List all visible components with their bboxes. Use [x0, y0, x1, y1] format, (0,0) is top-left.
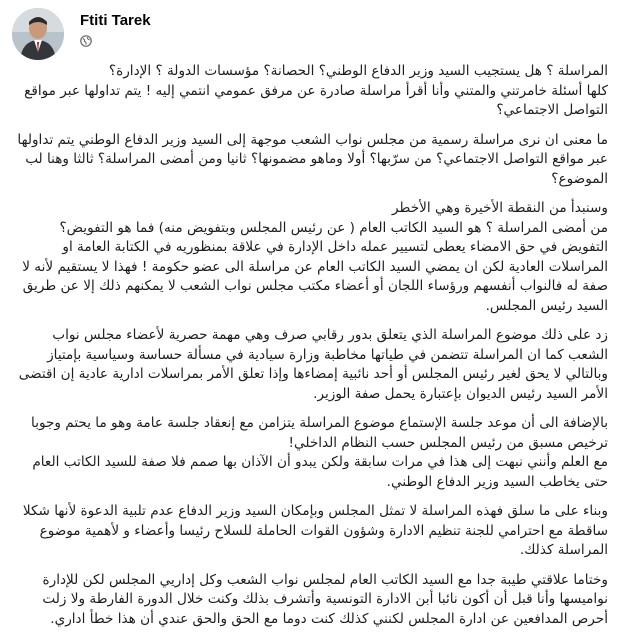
post-paragraph-3: وسنبدأ من النقطة الأخيرة وهي الأخطر من أمضى المراسلة ؟ هو السيد الكاتب العام ( عن رئيس المجلس وبتفويض منه) فما هو التفويض؟ التفويض في حق الامضاء يعطى لتسيير عمله داخل الإدارة في علاقة بمنظوريه في الكتابة العامة او المراسلات العادية لكن ان يمضي السيد الكاتب العام عن مراسلة الى عضو حكومة ! فهذا لا يستقيم لأنه لا صفة له فالنواب أنفسهم ورؤساء اللجان أو أعضاء مكتب مجلس نواب الشعب لا يمكنهم ذلك إلا عن طريق السيد رئيس المجلس. [22, 200, 608, 314]
post-paragraph-4: زد على ذلك موضوع المراسلة الذي يتعلق بدور رقابي صرف وهي مهمة حصرية لأعضاء مجلس نواب الشعب كما ان المراسلة تتضمن في طياتها مخاطبة وزارة سيادية في مسألة حساسة وسياسية بإمتياز وبالتالي لا يحق لغير رئيس المجلس أو أحد نائبية إمضاءها وإذا تعلق الأمر بمراسلات ادارية عادية إن اقتضى الأمر السيد رئيس الديوان بإعتبارة يحمل صفة الوزير. [18, 327, 608, 402]
author-avatar[interactable] [12, 8, 64, 60]
post-body [12, 62, 608, 639]
avatar-photo [12, 8, 64, 60]
post-paragraph-5: بالإضافة الى أن موعد جلسة الإستماع موضوع المراسلة يتزامن مع إنعقاد جلسة عامة وهو ما يحتم وجوبا ترخيص مسبق من رئيس المجلس حسب النظام الداخلي! مع العلم وأنني نبهت إلى هذا في مرات سابقة ولكن يبدو أن الآذان بها صمم فلا صفة للسيد الكاتب العام حتى يخاطب السيد وزير الدفاع الوطني. [31, 415, 608, 490]
post-paragraph-7: وختاما علاقتي طيبة جدا مع السيد الكاتب العام لمجلس نواب الشعب وكل إداريي المجلس لكن للإدارة نواميسها وأنا قبل أن أكون نائبا أبن الادارة التونسية وأتشرف بذلك وكنت خلال الدورة الفارطة ولا زلت أحرص المدافعين عن ادارة المجلس لكنني كذلك كنت دوما مع الحق والحق عندي أن هذا خطأ اداري. [42, 571, 608, 627]
post-paragraph-6: وبناء على ما سلق فهذه المراسلة لا تمثل المجلس وبإمكان السيد وزير الدفاع عدم تلبية الدعوة لأنها شكلا ساقطة مع احترامي للجنة تنظيم الادارة وشؤون القوات الحاملة للسلاح رئيسا وأعضاء و لأهمية موضوع المراسلة كذلك. [22, 503, 608, 558]
post-header [12, 8, 412, 58]
post-paragraph-1: المراسلة ؟ هل يستجيب السيد وزير الدفاع الوطني؟ الحصانة؟ مؤسسات الدولة ؟ الإدارة؟ كلها أسئلة خامرتني والمتني وأنا أقرأ مراسلة صادرة عن مرفق عمومي انتمي إليه ! يتم تداولها عبر مواقع التواصل الاجتماعي؟ [24, 63, 608, 118]
post-meta [80, 35, 92, 50]
post-paragraph-2: ما معنى ان نرى مراسلة رسمية من مجلس نواب الشعب موجهة إلى السيد وزير الدفاع الوطني يتم تداولها عبر مواقع التواصل الاجتماعي؟ من سرّبها؟ أولا وماهو مضمونها؟ ثانيا ومن أمضى المراسلة؟ ثالثا وهنا لب الموضوع؟ [17, 131, 608, 187]
globe-icon[interactable] [80, 35, 92, 47]
author-name[interactable]: Ftiti Tarek [80, 12, 151, 29]
